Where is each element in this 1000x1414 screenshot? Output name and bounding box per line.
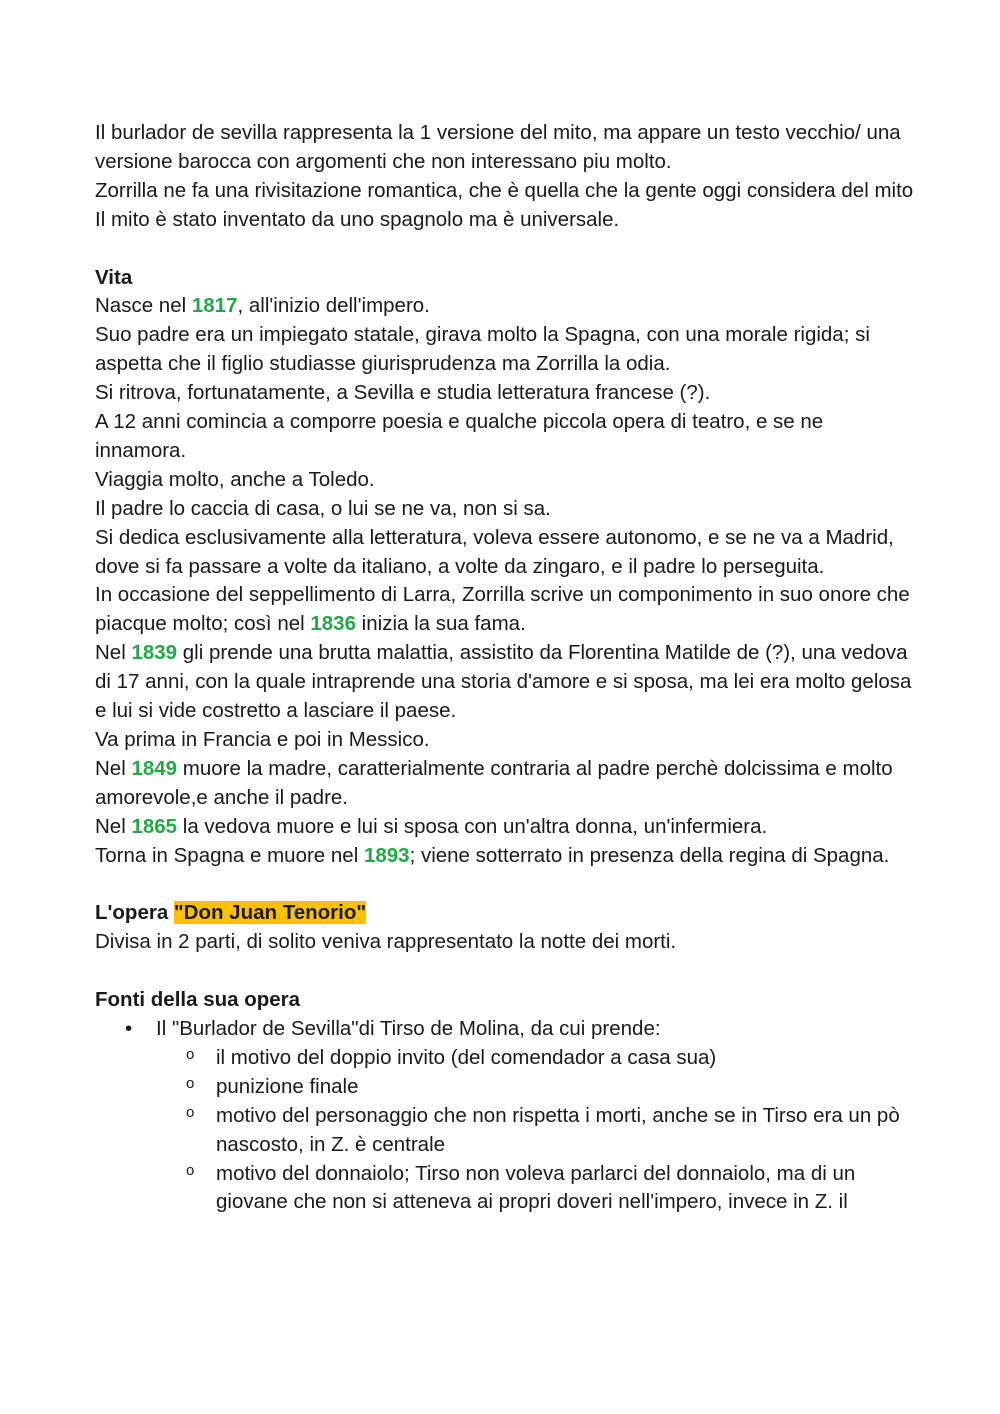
text-segment: Nasce nel	[95, 294, 192, 318]
text-segment: muore la madre, caratterialmente contraria al padre perchè dolcissima e molto amorevole,e anche il padre.	[95, 756, 893, 809]
vita-paragraph-francia: Va prima in Francia e poi in Messico.	[95, 728, 430, 752]
sub-list-item-text: il motivo del doppio invito (del comendador a casa sua)	[216, 1045, 717, 1069]
sub-list-item	[95, 1102, 915, 1160]
text-segment: Nel	[95, 814, 132, 838]
vita-paragraph-poesia: A 12 anni comincia a comporre poesia e qualche piccola opera di teatro, e se ne innamora.	[95, 410, 824, 462]
year-1849: 1849	[131, 756, 178, 780]
sub-list-item-text: motivo del donnaiolo; Tirso non voleva parlarci del donnaiolo, ma di un giovane che non si atteneva ai propri doveri nell'impero, invece in Z. il	[216, 1161, 856, 1214]
text-segment: In occasione del seppellimento di Larra, Zorrilla scrive un componimento in suo onore che piacque molto; così nel	[95, 583, 910, 636]
text-segment: inizia la sua fama.	[355, 612, 526, 636]
year-1865: 1865	[131, 814, 178, 838]
vita-paragraph-malattia	[95, 639, 915, 726]
text-segment: , all'inizio dell'impero.	[237, 294, 430, 318]
sub-bullet-icon: o	[186, 1161, 195, 1179]
vita-paragraph-larra	[95, 581, 915, 639]
vita-paragraph-birth	[95, 292, 915, 321]
vita-paragraph-sevilla: Si ritrova, fortunatamente, a Sevilla e studia letteratura francese (?).	[95, 381, 711, 405]
opera-paragraph: Divisa in 2 parti, di solito veniva rappresentato la notte dei morti.	[95, 930, 677, 954]
document-page	[95, 119, 915, 1217]
year-1893: 1893	[363, 843, 410, 867]
list-item	[95, 1015, 915, 1044]
list-item-text: Il "Burlador de Sevilla"di Tirso de Molina, da cui prende:	[156, 1017, 661, 1041]
sub-list-item	[95, 1044, 915, 1073]
text-segment: gli prende una brutta malattia, assistito da Florentina Matilde de (?), una vedova di 17 anni, con la quale intraprende una storia d'amore e si sposa, ma lei era molto gelosa e lui si vide costretto a lasciare il paese.	[95, 641, 912, 723]
year-1817: 1817	[191, 294, 238, 318]
sub-list-item-text: motivo del personaggio che non rispetta i morti, anche se in Tirso era un pò nascosto, in Z. è centrale	[216, 1103, 900, 1156]
vita-paragraph-viaggia: Viaggia molto, anche a Toledo.	[95, 467, 375, 491]
vita-paragraph-madre	[95, 755, 915, 813]
text-segment: Nel	[95, 756, 132, 780]
year-1839: 1839	[131, 641, 178, 665]
opera-heading-prefix: L'opera	[95, 901, 174, 925]
sub-bullet-icon: o	[186, 1045, 195, 1063]
sub-list-item	[95, 1160, 915, 1218]
text-segment: Nel	[95, 641, 132, 665]
vita-paragraph-vedova	[95, 813, 915, 842]
intro-paragraph-3: Il mito è stato inventato da uno spagnolo ma è universale.	[95, 207, 620, 231]
intro-paragraph-2: Zorrilla ne fa una rivisitazione romantica, che è quella che la gente oggi considera del mito	[95, 178, 914, 202]
blank-line	[95, 957, 915, 986]
sub-bullet-icon: o	[186, 1074, 195, 1092]
text-segment: Torna in Spagna e muore nel	[95, 843, 364, 867]
text-segment: ; viene sotterrato in presenza della regina di Spagna.	[409, 843, 890, 867]
vita-paragraph-casa: Il padre lo caccia di casa, o lui se ne va, non si sa.	[95, 496, 551, 520]
year-1836: 1836	[310, 612, 356, 636]
opera-heading	[95, 899, 915, 928]
bullet-icon: •	[125, 1017, 133, 1041]
vita-paragraph-madrid: Si dedica esclusivamente alla letteratura, voleva essere autonomo, e se ne va a Madrid, dove si fa passare a volte da italiano, a volte da zingaro, e il padre lo perseguita.	[95, 525, 894, 578]
fonti-heading: Fonti della sua opera	[95, 988, 301, 1012]
blank-line	[95, 235, 915, 264]
vita-paragraph-father: Suo padre era un impiegato statale, girava molto la Spagna, con una morale rigida; si aspetta che il figlio studiasse giurisprudenza ma Zorrilla la odia.	[95, 323, 870, 376]
blank-line	[95, 871, 915, 900]
vita-heading: Vita	[95, 265, 133, 289]
text-segment: la vedova muore e lui si sposa con un'altra donna, un'infermiera.	[177, 814, 768, 838]
sub-bullet-icon: o	[186, 1103, 195, 1121]
sub-list-item-text: punizione finale	[216, 1074, 359, 1098]
sub-list-item	[95, 1073, 915, 1102]
intro-paragraph-1: Il burlador de sevilla rappresenta la 1 versione del mito, ma appare un testo vecchio/ una versione barocca con argomenti che non interessano piu molto.	[95, 121, 901, 173]
vita-paragraph-morte	[95, 842, 915, 871]
opera-title-highlight: "Don Juan Tenorio"	[173, 901, 367, 925]
